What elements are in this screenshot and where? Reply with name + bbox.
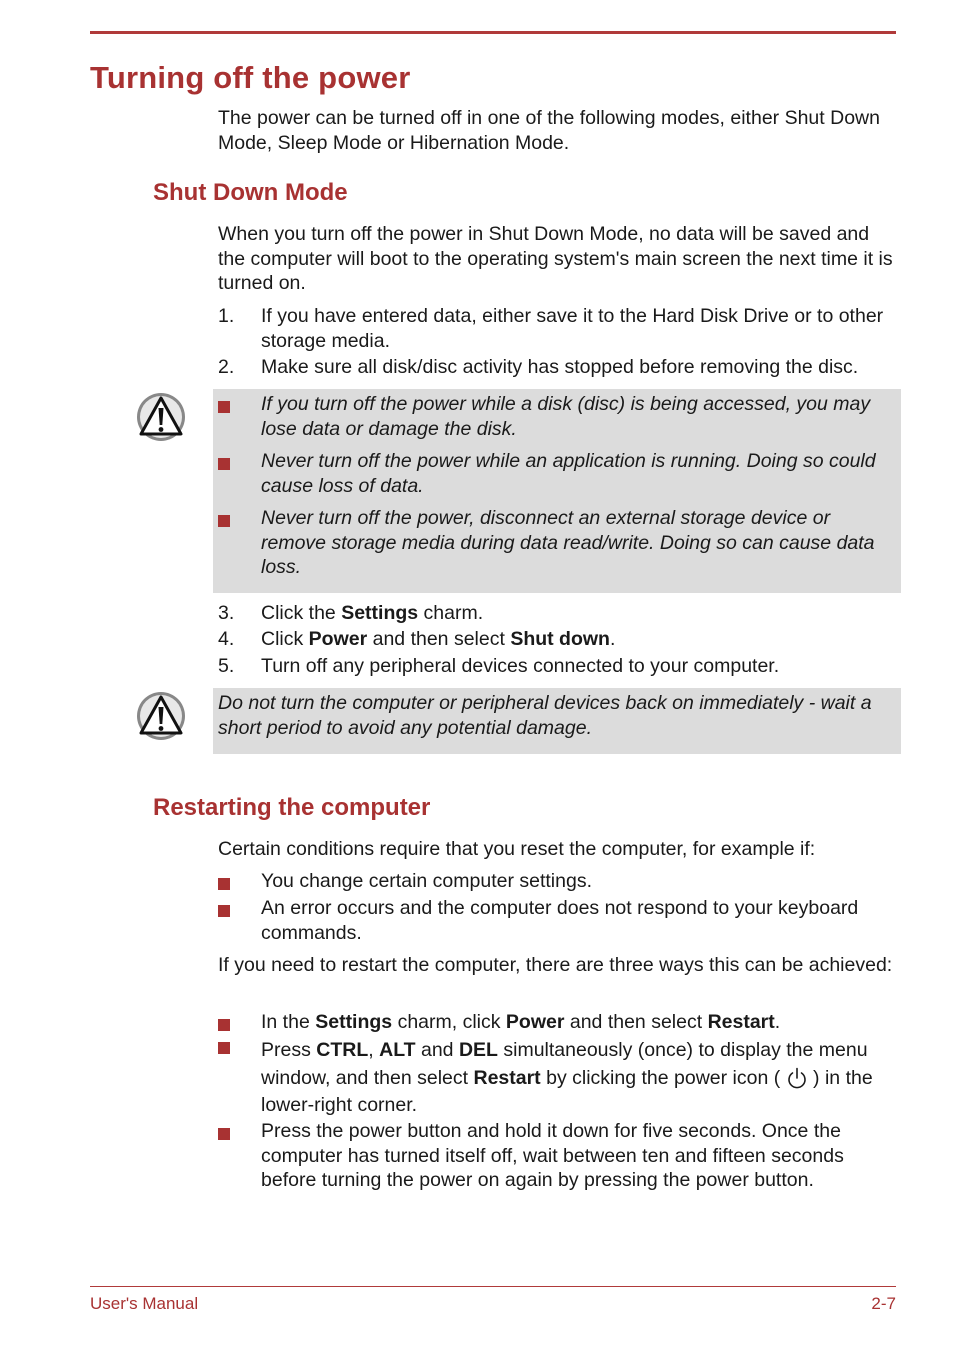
list-item-text: Press the power button and hold it down for five seconds. Once the computer has turned itself off, wait between ten and fifteen seconds before turning the power on again by pressing the power button. [261,1120,844,1191]
restart-intro: Certain conditions require that you reset the computer, for example if: [218,838,816,860]
shutdown-intro: When you turn off the power in Shut Down Mode, no data will be saved and the computer will boot to the operating system's main screen the next time it is turned on. [218,223,893,294]
step-text: If you have entered data, either save it to the Hard Disk Drive or to other storage media. [261,305,884,352]
list-item [218,896,898,945]
caution-text: Never turn off the power, disconnect an external storage device or remove storage media during data read/write. Doing so can cause data loss. [261,507,875,578]
step-number: 5. [218,655,235,677]
square-bullet-icon [218,1128,230,1140]
list-item [218,869,898,894]
square-bullet-icon [218,905,230,917]
step-number: 4. [218,628,235,650]
caution-text: Do not turn the computer or peripheral devices back on immediately - wait a short period to avoid any potential damage. [218,692,872,739]
restart-ways-intro: If you need to restart the computer, there are three ways this can be achieved: [218,954,893,976]
list-item [218,627,898,652]
top-rule [90,31,896,34]
list-item [218,654,898,679]
caution-text: Never turn off the power while an application is running. Doing so could cause loss of data. [261,450,876,497]
square-bullet-icon [218,878,230,890]
step-number: 3. [218,602,235,624]
warning-triangle-icon [136,392,186,442]
footer-manual-label: User's Manual [90,1294,199,1313]
step-text: Click Power and then select Shut down. [261,628,616,650]
step-text: Make sure all disk/disc activity has stopped before removing the disc. [261,356,859,378]
list-item [218,304,898,353]
warning-triangle-icon [136,691,186,741]
list-item [218,601,898,626]
list-item-text: In the Settings charm, click Power and then select Restart. [261,1011,781,1033]
step-text: Turn off any peripheral devices connected to your computer. [261,655,780,677]
intro-paragraph: The power can be turned off in one of the following modes, either Shut Down Mode, Sleep Mode or Hibernation Mode. [218,107,880,154]
section-heading-restart: Restarting the computer [153,794,431,821]
square-bullet-icon [218,1019,230,1031]
footer-rule [90,1286,896,1287]
list-item-text: An error occurs and the computer does not respond to your keyboard commands. [261,897,859,944]
page-number: 2-7 [871,1294,896,1313]
caution-item [218,392,898,441]
section-heading-shutdown: Shut Down Mode [153,179,348,206]
square-bullet-icon [218,458,230,470]
list-item [218,1037,898,1120]
square-bullet-icon [218,1042,230,1054]
list-item [218,1010,898,1035]
caution-item [218,449,898,498]
step-text: Click the Settings charm. [261,602,484,624]
step-number: 1. [218,305,235,327]
square-bullet-icon [218,401,230,413]
square-bullet-icon [218,515,230,527]
list-item-text: Press CTRL, ALT and DEL simultaneously (once) to display the menu window, and then select Restart by clicking the power icon ( ) in the lower-right corner. [261,1039,873,1116]
page-title: Turning off the power [90,60,411,95]
list-item [218,1119,898,1193]
list-item [218,355,898,380]
caution-text: If you turn off the power while a disk (disc) is being accessed, you may lose data or damage the disk. [261,393,871,440]
power-icon [786,1066,808,1090]
caution-item [218,506,898,580]
list-item-text: You change certain computer settings. [261,870,592,892]
step-number: 2. [218,356,235,378]
